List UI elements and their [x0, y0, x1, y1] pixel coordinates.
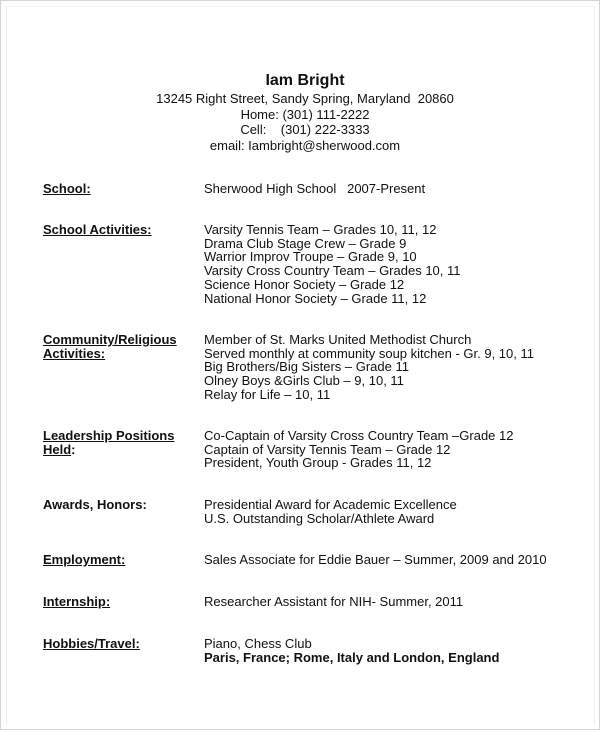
list-item: Warrior Improv Troupe – Grade 9, 10 [204, 249, 417, 265]
section-items [204, 553, 547, 567]
list-item: Olney Boys &Girls Club – 9, 10, 11 [204, 373, 404, 389]
list-item: Co-Captain of Varsity Cross Country Team –Grade 12 [204, 428, 514, 443]
section-label: Awards, Honors: [43, 497, 147, 512]
section-items [204, 223, 461, 305]
list-item: National Honor Society – Grade 11, 12 [204, 290, 427, 306]
list-item: Captain of Varsity Tennis Team – Grade 12 [204, 441, 451, 457]
section-items [204, 333, 534, 402]
address: 13245 Right Street, Sandy Spring, Maryland 20860 [156, 91, 454, 106]
cell-phone: Cell: (301) 222-3333 [240, 122, 370, 137]
list-item: U.S. Outstanding Scholar/Athlete Award [204, 510, 435, 526]
section-label: Internship: [43, 594, 111, 609]
list-item: Varsity Cross Country Team – Grades 10, 11 [204, 263, 461, 279]
section-label: Leadership Positions Held: [43, 428, 175, 457]
section-label: School: [43, 181, 91, 196]
list-item: Sherwood High School 2007-Present [204, 181, 426, 196]
list-item: Member of St. Marks United Methodist Church [204, 332, 472, 347]
list-item: Drama Club Stage Crew – Grade 9 [204, 235, 407, 251]
resume-header [0, 71, 600, 153]
list-item: Science Honor Society – Grade 12 [204, 276, 405, 292]
section-items [204, 182, 425, 196]
list-item-bold: Paris, France; Rome, Italy and London, England [204, 649, 500, 665]
section-items [204, 429, 514, 470]
list-item: Researcher Assistant for NIH- Summer, 2011 [204, 594, 464, 609]
home-phone: Home: (301) 111-2222 [240, 106, 370, 122]
section-items [204, 637, 499, 664]
candidate-name: Iam Bright [265, 72, 345, 89]
section-label: Employment: [43, 552, 126, 567]
list-item: President, Youth Group - Grades 11, 12 [204, 455, 432, 471]
section-label: Community/Religious Activities: [43, 332, 177, 361]
list-item: Sales Associate for Eddie Bauer – Summer, 2009 and 2010 [204, 552, 547, 567]
section-items [204, 595, 463, 609]
list-item: Presidential Award for Academic Excellence [204, 497, 457, 512]
email: email: Iambright@sherwood.com [209, 137, 401, 153]
list-item: Piano, Chess Club [204, 636, 312, 651]
section-items [204, 498, 457, 525]
list-item: Served monthly at community soup kitchen - Gr. 9, 10, 11 [204, 345, 534, 361]
section-label: Hobbies/Travel: [43, 636, 140, 651]
list-item: Big Brothers/Big Sisters – Grade 11 [204, 359, 409, 375]
list-item: Varsity Tennis Team – Grades 10, 11, 12 [204, 222, 437, 237]
section-label: School Activities: [43, 222, 152, 237]
list-item: Relay for Life – 10, 11 [204, 386, 331, 402]
